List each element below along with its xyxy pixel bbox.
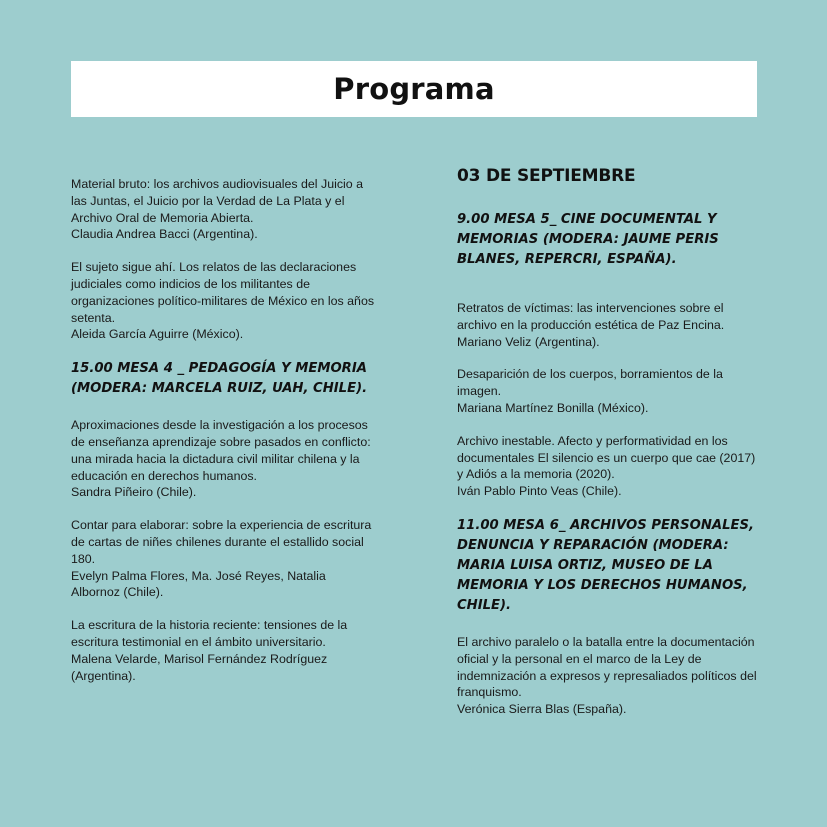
entry-title: Contar para elaborar: sobre la experiencia de escritura de cartas de niñes chilenes durante el estallido social 180. <box>71 518 372 566</box>
program-entry <box>457 433 762 500</box>
page-title: Programa <box>333 72 495 106</box>
entry-author: Aleida García Aguirre (México). <box>71 327 244 342</box>
program-entry <box>71 617 376 684</box>
entry-title: El sujeto sigue ahí. Los relatos de las declaraciones judiciales como indicios de los militantes de organizaciones político-militares de México en los años setenta. <box>71 260 375 325</box>
program-entry <box>71 417 376 501</box>
program-entry <box>71 259 376 343</box>
program-entry <box>457 366 762 416</box>
entry-author: Malena Velarde, Marisol Fernández Rodríguez (Argentina). <box>71 651 328 683</box>
program-entry <box>457 634 762 718</box>
left-column <box>71 176 376 700</box>
entry-author: Verónica Sierra Blas (España). <box>457 702 627 717</box>
entry-title: El archivo paralelo o la batalla entre la documentación oficial y la personal en el marco de la Ley de indemnización a expresos y represaliados políticos del franquismo. <box>457 634 757 700</box>
date-heading: 03 DE SEPTIEMBRE <box>457 166 636 186</box>
program-entry <box>71 176 376 243</box>
entry-author: Iván Pablo Pinto Veas (Chile). <box>457 484 622 499</box>
entry-author: Sandra Piñeiro (Chile). <box>71 485 197 500</box>
entry-author: Claudia Andrea Bacci (Argentina). <box>71 227 258 242</box>
entry-title: Retratos de víctimas: las intervenciones sobre el archivo en la producción estética de Paz Encina. <box>457 301 725 332</box>
program-entry <box>71 517 376 601</box>
entry-title: La escritura de la historia reciente: tensiones de la escritura testimonial en el ámbito universitario. <box>71 618 348 649</box>
entry-author: Evelyn Palma Flores, Ma. José Reyes, Natalia Albornoz (Chile). <box>71 568 326 600</box>
title-banner <box>71 61 757 117</box>
session-heading-mesa-6: 11.00 MESA 6_ ARCHIVOS PERSONALES, DENUNCIA Y REPARACIÓN (MODERA: MARIA LUISA ORTIZ, MUSEO DE LA MEMORIA Y LOS DERECHOS HUMANOS, CHILE). <box>457 517 755 613</box>
entry-author: Mariana Martínez Bonilla (México). <box>457 400 649 415</box>
entry-title: Desaparición de los cuerpos, borramientos de la imagen. <box>457 367 723 399</box>
program-entry <box>457 300 762 350</box>
entry-title: Archivo inestable. Afecto y performatividad en los documentales El silencio es un cuerpo que cae (2017) y Adiós a la memoria (2020). <box>457 433 756 482</box>
session-heading-mesa-4: 15.00 MESA 4 _ PEDAGOGÍA Y MEMORIA (MODERA: MARCELA RUIZ, UAH, CHILE). <box>71 361 368 397</box>
session-heading-mesa-5: 9.00 MESA 5_ CINE DOCUMENTAL Y MEMORIAS (MODERA: JAUME PERIS BLANES, REPERCRI, ESPAÑA). <box>457 212 719 267</box>
right-column <box>457 166 762 734</box>
entry-author: Mariano Veliz (Argentina). <box>457 334 600 349</box>
entry-title: Material bruto: los archivos audiovisuales del Juicio a las Juntas, el Juicio por la Verdad de La Plata y el Archivo Oral de Memoria Abierta. <box>71 177 364 225</box>
entry-title: Aproximaciones desde la investigación a los procesos de enseñanza aprendizaje sobre pasados en conflicto: una mirada hacia la dictadura civil militar chilena y la educación en derechos humanos. <box>71 418 371 483</box>
